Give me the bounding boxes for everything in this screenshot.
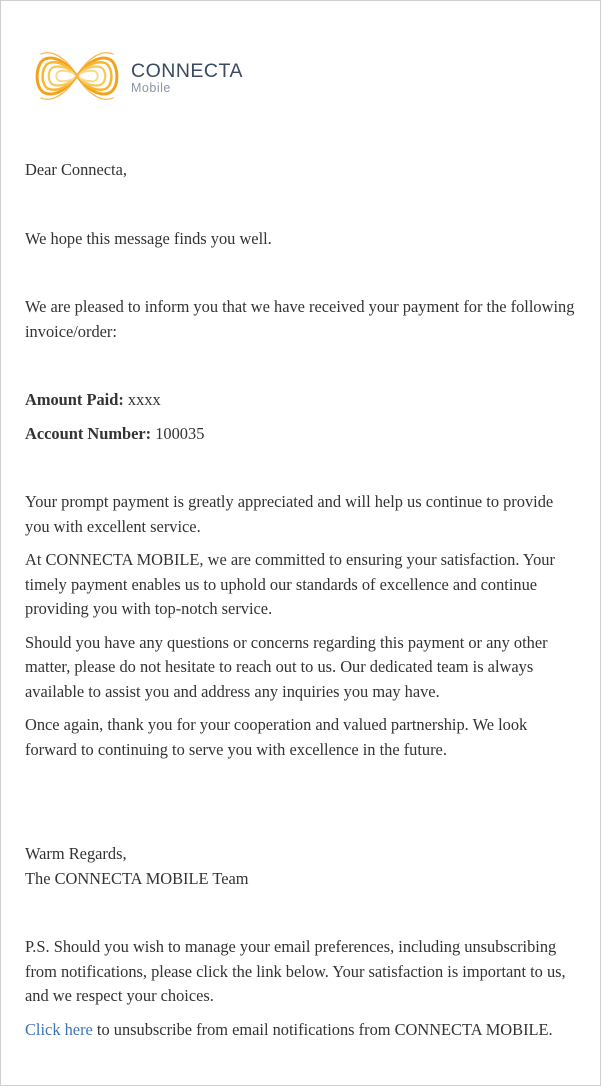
unsubscribe-link[interactable]: Click here — [25, 1019, 93, 1039]
postscript: P.S. Should you wish to manage your email preferences, including unsubscribing from notifications, please click the link below. Your satisfaction is important to us, and we respect your choices. — [25, 937, 566, 1005]
connecta-logo — [31, 45, 243, 107]
amount-paid-label: Amount Paid: — [25, 390, 124, 409]
connecta-logo-icon — [31, 45, 123, 107]
greeting: Dear Connecta, — [25, 160, 127, 179]
payment-received-text: We are pleased to inform you that we have received your payment for the following invoice/order: — [25, 297, 575, 341]
hope-line: We hope this message finds you well. — [25, 228, 272, 248]
account-number-row — [25, 422, 581, 447]
logo-subtitle: Mobile — [131, 81, 171, 95]
email-content — [25, 158, 581, 1042]
logo-wordmark — [131, 61, 243, 95]
closing: Warm Regards, — [25, 844, 127, 863]
logo-name: CONNECTA — [131, 60, 243, 82]
sign-off — [25, 842, 581, 891]
amount-paid-value: xxxx — [127, 390, 161, 409]
commitment-paragraph: At CONNECTA MOBILE, we are committed to ensuring your satisfaction. Your timely payment enables us to uphold our standards of excellence and continue providing you with top-notch service. — [25, 550, 555, 618]
account-number-label: Account Number: — [25, 423, 152, 443]
unsubscribe-line — [25, 1018, 581, 1043]
amount-paid-row — [25, 388, 581, 413]
thank-you-paragraph: Once again, thank you for your cooperation and valued partnership. We look forward to continuing to serve you with excellence in the future. — [25, 715, 528, 759]
appreciation-paragraph: Your prompt payment is greatly appreciated and will help us continue to provide you with excellent service. — [25, 492, 554, 536]
unsubscribe-text: to unsubscribe from email notifications from CONNECTA MOBILE. — [92, 1019, 553, 1039]
questions-paragraph: Should you have any questions or concerns regarding this payment or any other matter, please do not hesitate to reach out to us. Our dedicated team is always available to assist you and address any inquiries you may have. — [25, 632, 548, 701]
signature: The CONNECTA MOBILE Team — [25, 868, 249, 888]
account-number-value: 100035 — [155, 423, 205, 443]
